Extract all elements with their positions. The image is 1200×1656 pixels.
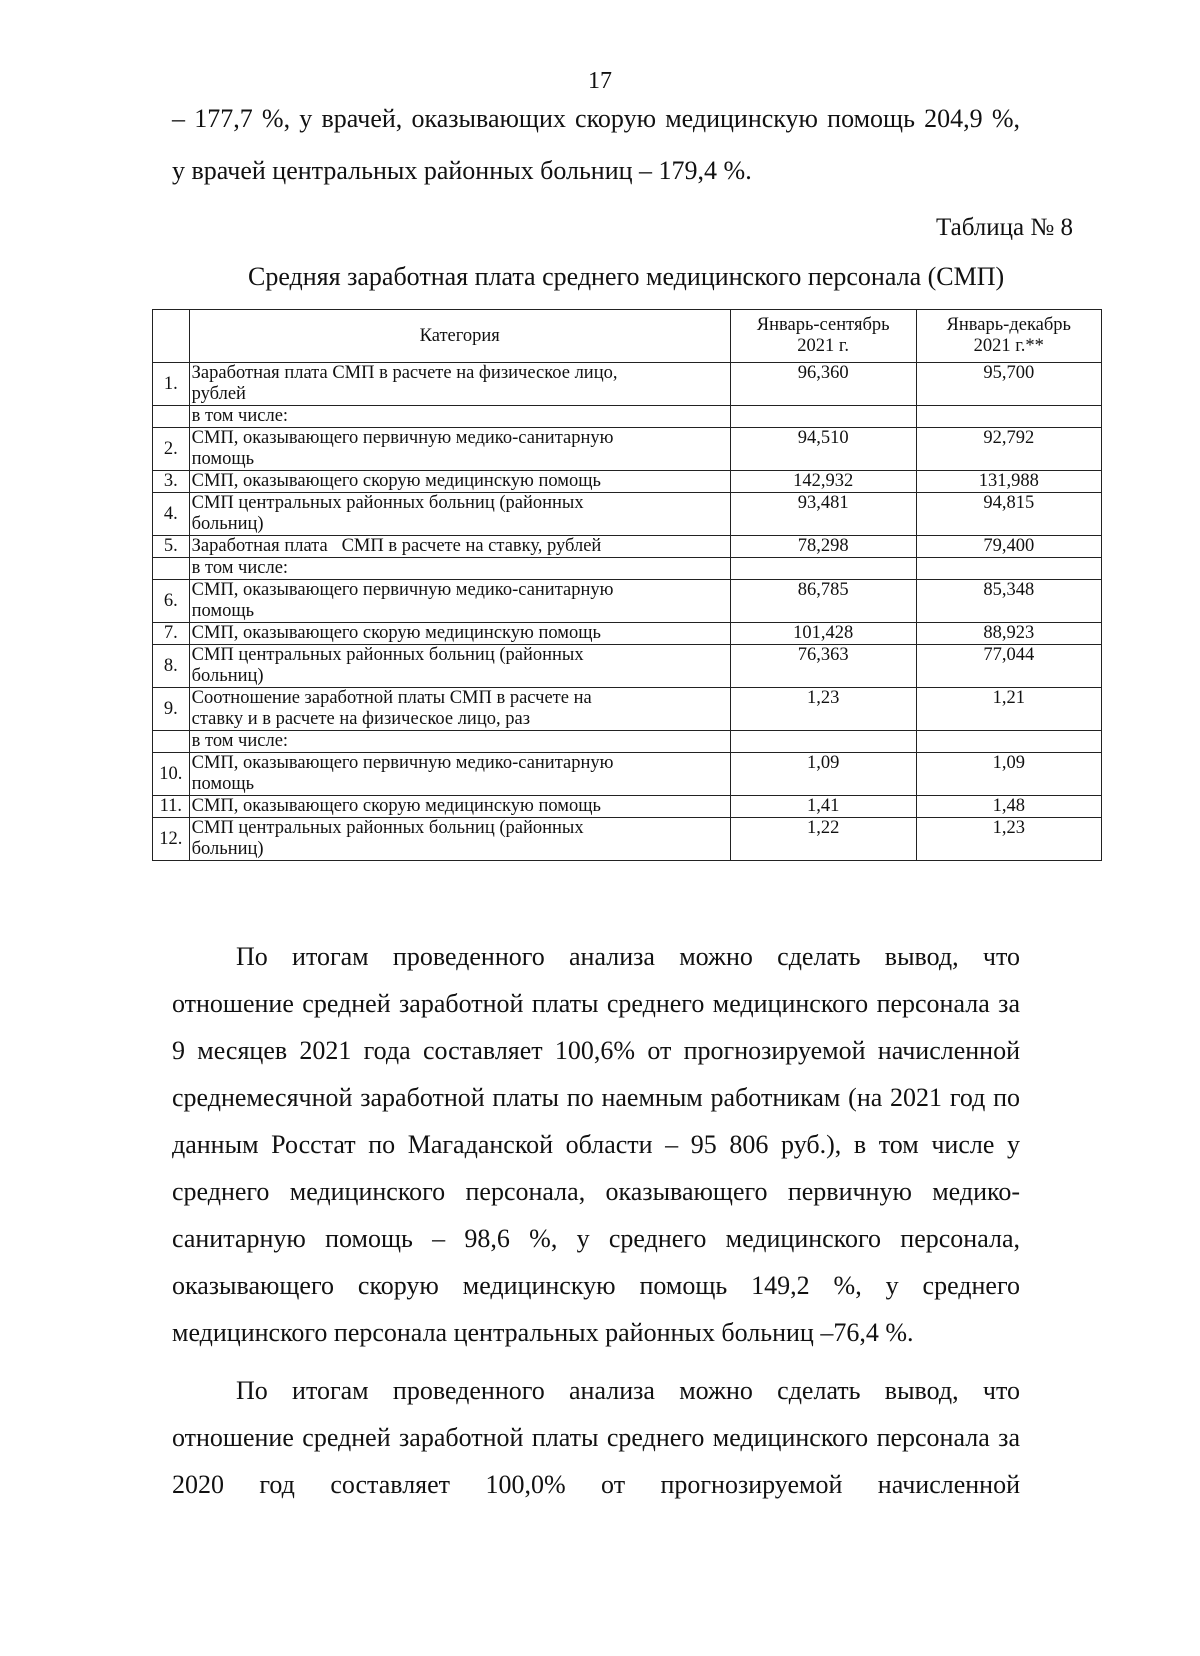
paragraph1-line-7: санитарную помощь – 98,6 %, у среднего медицинского персонала, <box>172 1224 1020 1253</box>
row-category-line1: Соотношение заработной платы СМП в расчете на <box>191 688 592 708</box>
paragraph2-line-1: По итогам проведенного анализа можно сделать вывод, что <box>236 1376 1020 1405</box>
row-num <box>153 731 190 753</box>
row-value-jan-dec: 88,923 <box>916 623 1102 645</box>
row-category <box>189 753 730 796</box>
header-jan-sep-line2: 2021 г. <box>797 336 850 356</box>
header-jan-dec-line2: 2021 г.** <box>973 336 1044 356</box>
row-num: 6. <box>153 580 190 623</box>
paragraph1-line-3: 9 месяцев 2021 года составляет 100,6% от прогнозируемой начисленной <box>172 1036 1020 1065</box>
header-jan-sep <box>730 310 916 363</box>
row-value-jan-dec: 1,21 <box>916 688 1102 731</box>
page-number: 17 <box>588 68 612 94</box>
table-row <box>153 623 1102 645</box>
table-row <box>153 536 1102 558</box>
row-num: 7. <box>153 623 190 645</box>
header-category: Категория <box>189 310 730 363</box>
row-value-jan-sep: 94,510 <box>730 428 916 471</box>
row-num: 2. <box>153 428 190 471</box>
row-value-jan-sep: 1,09 <box>730 753 916 796</box>
row-category-line1: СМП центральных районных больниц (районных <box>191 645 584 665</box>
intro-line-1: – 177,7 %, у врачей, оказывающих скорую медицинскую помощь 204,9 %, <box>172 104 1020 133</box>
row-category-line2: ставку и в расчете на физическое лицо, раз <box>191 709 530 729</box>
paragraph1-line-4: среднемесячной заработной платы по наемным работникам (на 2021 год по <box>172 1083 1020 1112</box>
row-value-jan-dec: 85,348 <box>916 580 1102 623</box>
row-value-jan-sep <box>730 558 916 580</box>
row-category <box>189 818 730 861</box>
table-row <box>153 645 1102 688</box>
table-row <box>153 580 1102 623</box>
row-category: в том числе: <box>189 558 730 580</box>
intro-line-2: у врачей центральных районных больниц – 179,4 %. <box>172 156 752 185</box>
table-row <box>153 688 1102 731</box>
paragraph2-line-2: отношение средней заработной платы среднего медицинского персонала за <box>172 1423 1020 1452</box>
paragraph2-line-3: 2020 год составляет 100,0% от прогнозируемой начисленной <box>172 1470 1020 1499</box>
row-value-jan-sep: 96,360 <box>730 363 916 406</box>
table-row <box>153 406 1102 428</box>
row-category <box>189 645 730 688</box>
row-category <box>189 493 730 536</box>
row-value-jan-dec <box>916 731 1102 753</box>
row-num: 9. <box>153 688 190 731</box>
paragraph1-line-2: отношение средней заработной платы среднего медицинского персонала за <box>172 989 1020 1018</box>
row-category-line2: больниц) <box>191 666 264 686</box>
row-value-jan-dec: 77,044 <box>916 645 1102 688</box>
paragraph1-line-6: среднего медицинского персонала, оказывающего первичную медико- <box>172 1177 1020 1206</box>
table-row <box>153 731 1102 753</box>
row-value-jan-dec: 1,48 <box>916 796 1102 818</box>
row-num <box>153 558 190 580</box>
table-row <box>153 558 1102 580</box>
row-category-line2: больниц) <box>191 514 264 534</box>
paragraph1-line-5: данным Росстат по Магаданской области – 95 806 руб.), в том числе у <box>172 1130 1020 1159</box>
row-value-jan-sep: 101,428 <box>730 623 916 645</box>
header-jan-sep-line1: Январь-сентябрь <box>756 315 890 335</box>
row-category: СМП, оказывающего скорую медицинскую помощь <box>189 623 730 645</box>
row-category-line1: Заработная плата СМП в расчете на физическое лицо, <box>191 363 618 383</box>
paragraph1-line-9: медицинского персонала центральных районных больниц –76,4 %. <box>172 1318 914 1347</box>
row-num: 1. <box>153 363 190 406</box>
row-category: СМП, оказывающего скорую медицинскую помощь <box>189 796 730 818</box>
row-value-jan-dec: 79,400 <box>916 536 1102 558</box>
row-value-jan-sep: 78,298 <box>730 536 916 558</box>
row-num <box>153 406 190 428</box>
row-value-jan-dec <box>916 406 1102 428</box>
row-category: Заработная плата СМП в расчете на ставку, рублей <box>189 536 730 558</box>
row-category-line2: помощь <box>191 449 255 469</box>
row-value-jan-dec: 1,23 <box>916 818 1102 861</box>
row-value-jan-sep: 93,481 <box>730 493 916 536</box>
row-value-jan-sep <box>730 731 916 753</box>
row-category: СМП, оказывающего скорую медицинскую помощь <box>189 471 730 493</box>
header-jan-dec <box>916 310 1102 363</box>
row-num: 11. <box>153 796 190 818</box>
row-value-jan-sep: 86,785 <box>730 580 916 623</box>
table-row <box>153 363 1102 406</box>
header-num <box>153 310 190 363</box>
table-row <box>153 796 1102 818</box>
table-header-row <box>153 310 1102 363</box>
row-category-line2: помощь <box>191 601 255 621</box>
row-category-line2: больниц) <box>191 839 264 859</box>
row-value-jan-sep: 1,23 <box>730 688 916 731</box>
paragraph1-line-1: По итогам проведенного анализа можно сделать вывод, что <box>236 942 1020 971</box>
table-row <box>153 818 1102 861</box>
row-category-line2: рублей <box>191 384 246 404</box>
row-category: в том числе: <box>189 731 730 753</box>
table-label: Таблица № 8 <box>935 214 1073 241</box>
row-category-line1: СМП центральных районных больниц (районных <box>191 493 584 513</box>
row-category-line1: СМП центральных районных больниц (районных <box>191 818 584 838</box>
salary-table <box>152 309 1102 861</box>
row-num: 10. <box>153 753 190 796</box>
header-jan-dec-line1: Январь-декабрь <box>946 315 1071 335</box>
row-value-jan-sep <box>730 406 916 428</box>
row-num: 3. <box>153 471 190 493</box>
row-category-line1: СМП, оказывающего первичную медико-санитарную <box>191 753 614 773</box>
row-category <box>189 428 730 471</box>
row-value-jan-dec: 1,09 <box>916 753 1102 796</box>
row-value-jan-sep: 1,41 <box>730 796 916 818</box>
row-value-jan-dec: 95,700 <box>916 363 1102 406</box>
table-title: Средняя заработная плата среднего медицинского персонала (СМП) <box>248 262 1005 291</box>
table-row <box>153 428 1102 471</box>
row-num: 8. <box>153 645 190 688</box>
row-value-jan-dec <box>916 558 1102 580</box>
table-row <box>153 471 1102 493</box>
row-category: в том числе: <box>189 406 730 428</box>
paragraph1-line-8: оказывающего скорую медицинскую помощь 149,2 %, у среднего <box>172 1271 1020 1300</box>
row-num: 5. <box>153 536 190 558</box>
row-category <box>189 688 730 731</box>
row-value-jan-sep: 142,932 <box>730 471 916 493</box>
row-value-jan-sep: 1,22 <box>730 818 916 861</box>
row-category-line2: помощь <box>191 774 255 794</box>
row-num: 4. <box>153 493 190 536</box>
table-row <box>153 753 1102 796</box>
row-category-line1: СМП, оказывающего первичную медико-санитарную <box>191 580 614 600</box>
row-value-jan-dec: 92,792 <box>916 428 1102 471</box>
row-value-jan-sep: 76,363 <box>730 645 916 688</box>
row-num: 12. <box>153 818 190 861</box>
table-row <box>153 493 1102 536</box>
row-category-line1: СМП, оказывающего первичную медико-санитарную <box>191 428 614 448</box>
row-category <box>189 580 730 623</box>
row-value-jan-dec: 94,815 <box>916 493 1102 536</box>
row-category <box>189 363 730 406</box>
row-value-jan-dec: 131,988 <box>916 471 1102 493</box>
